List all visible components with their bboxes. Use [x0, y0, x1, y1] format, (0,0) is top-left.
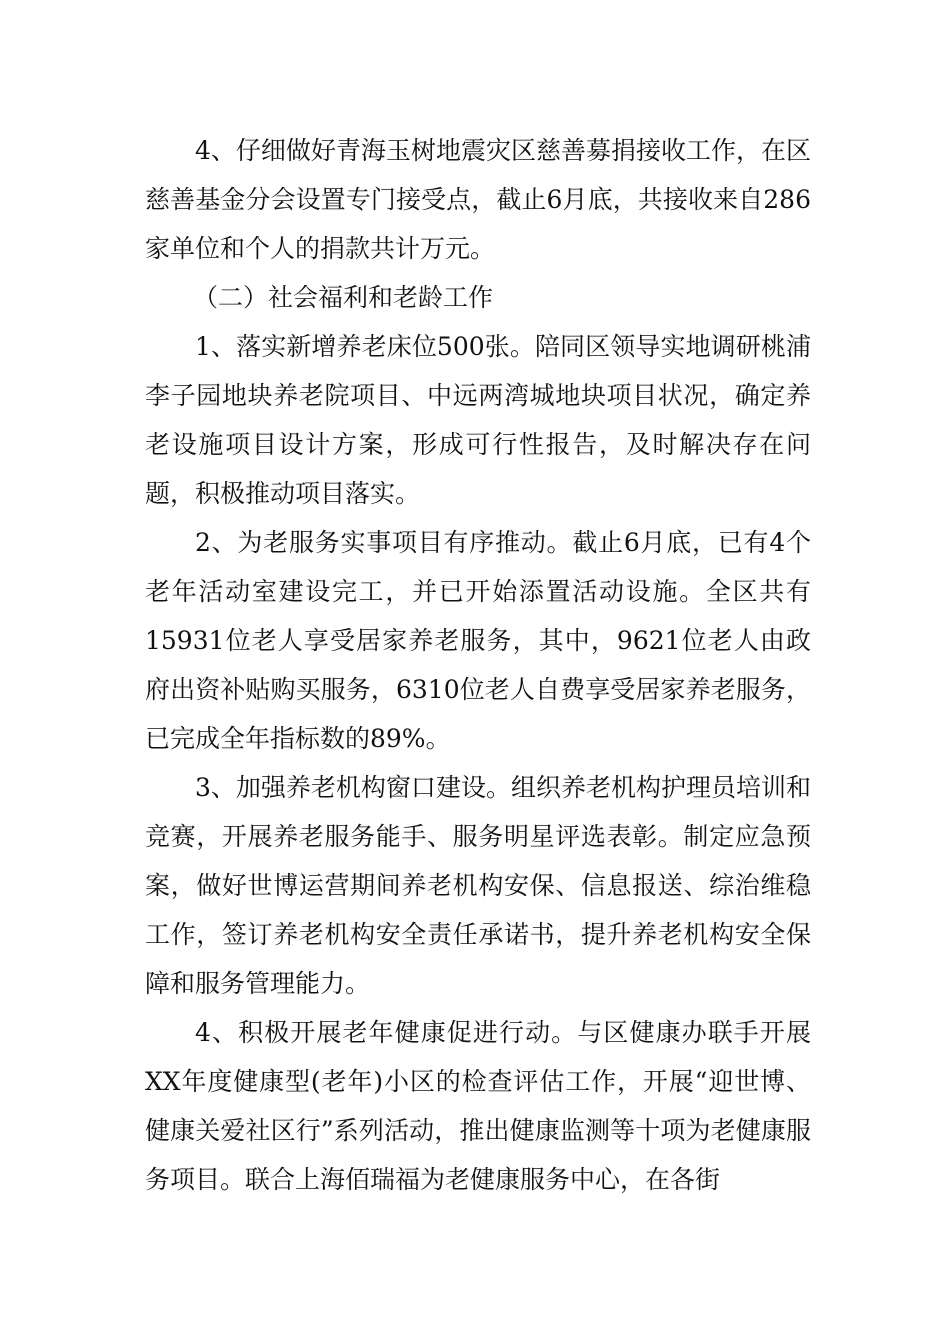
section-heading-social-welfare: （二）社会福利和老龄工作 — [193, 283, 494, 312]
paragraph-donation-work: 4、仔细做好青海玉树地震灾区慈善募捐接收工作，在区慈善基金分会设置专门接受点，截止6月底，共接收来自286家单位和个人的捐款共计万元。 — [145, 136, 811, 263]
paragraph-elderly-beds: 1、落实新增养老床位500张。陪同区领导实地调研桃浦李子园地块养老院项目、中远两湾城地块项目状况，确定养老设施项目设计方案，形成可行性报告，及时解决存在问题，积极推动项目落实。 — [145, 332, 811, 508]
paragraph-health-promotion: 4、积极开展老年健康促进行动。与区健康办联手开展XX年度健康型(老年)小区的检查评估工作，开展“迎世博、健康关爱社区行”系列活动，推出健康监测等十项为老健康服务项目。联合上海佰瑞福为老健康服务中心，在各街 — [145, 1018, 811, 1194]
paragraph-institution-building: 3、加强养老机构窗口建设。组织养老机构护理员培训和竞赛，开展养老服务能手、服务明星评选表彰。制定应急预案，做好世博运营期间养老机构安保、信息报送、综治维稳工作，签订养老机构安全责任承诺书，提升养老机构安全保障和服务管理能力。 — [145, 773, 811, 998]
document-body — [145, 126, 811, 1204]
paragraph-elderly-services: 2、为老服务实事项目有序推动。截止6月底，已有4个老年活动室建设完工，并已开始添置活动设施。全区共有15931位老人享受居家养老服务，其中，9621位老人由政府出资补贴购买服务，6310位老人自费享受居家养老服务，已完成全年指标数的89%。 — [145, 528, 811, 753]
